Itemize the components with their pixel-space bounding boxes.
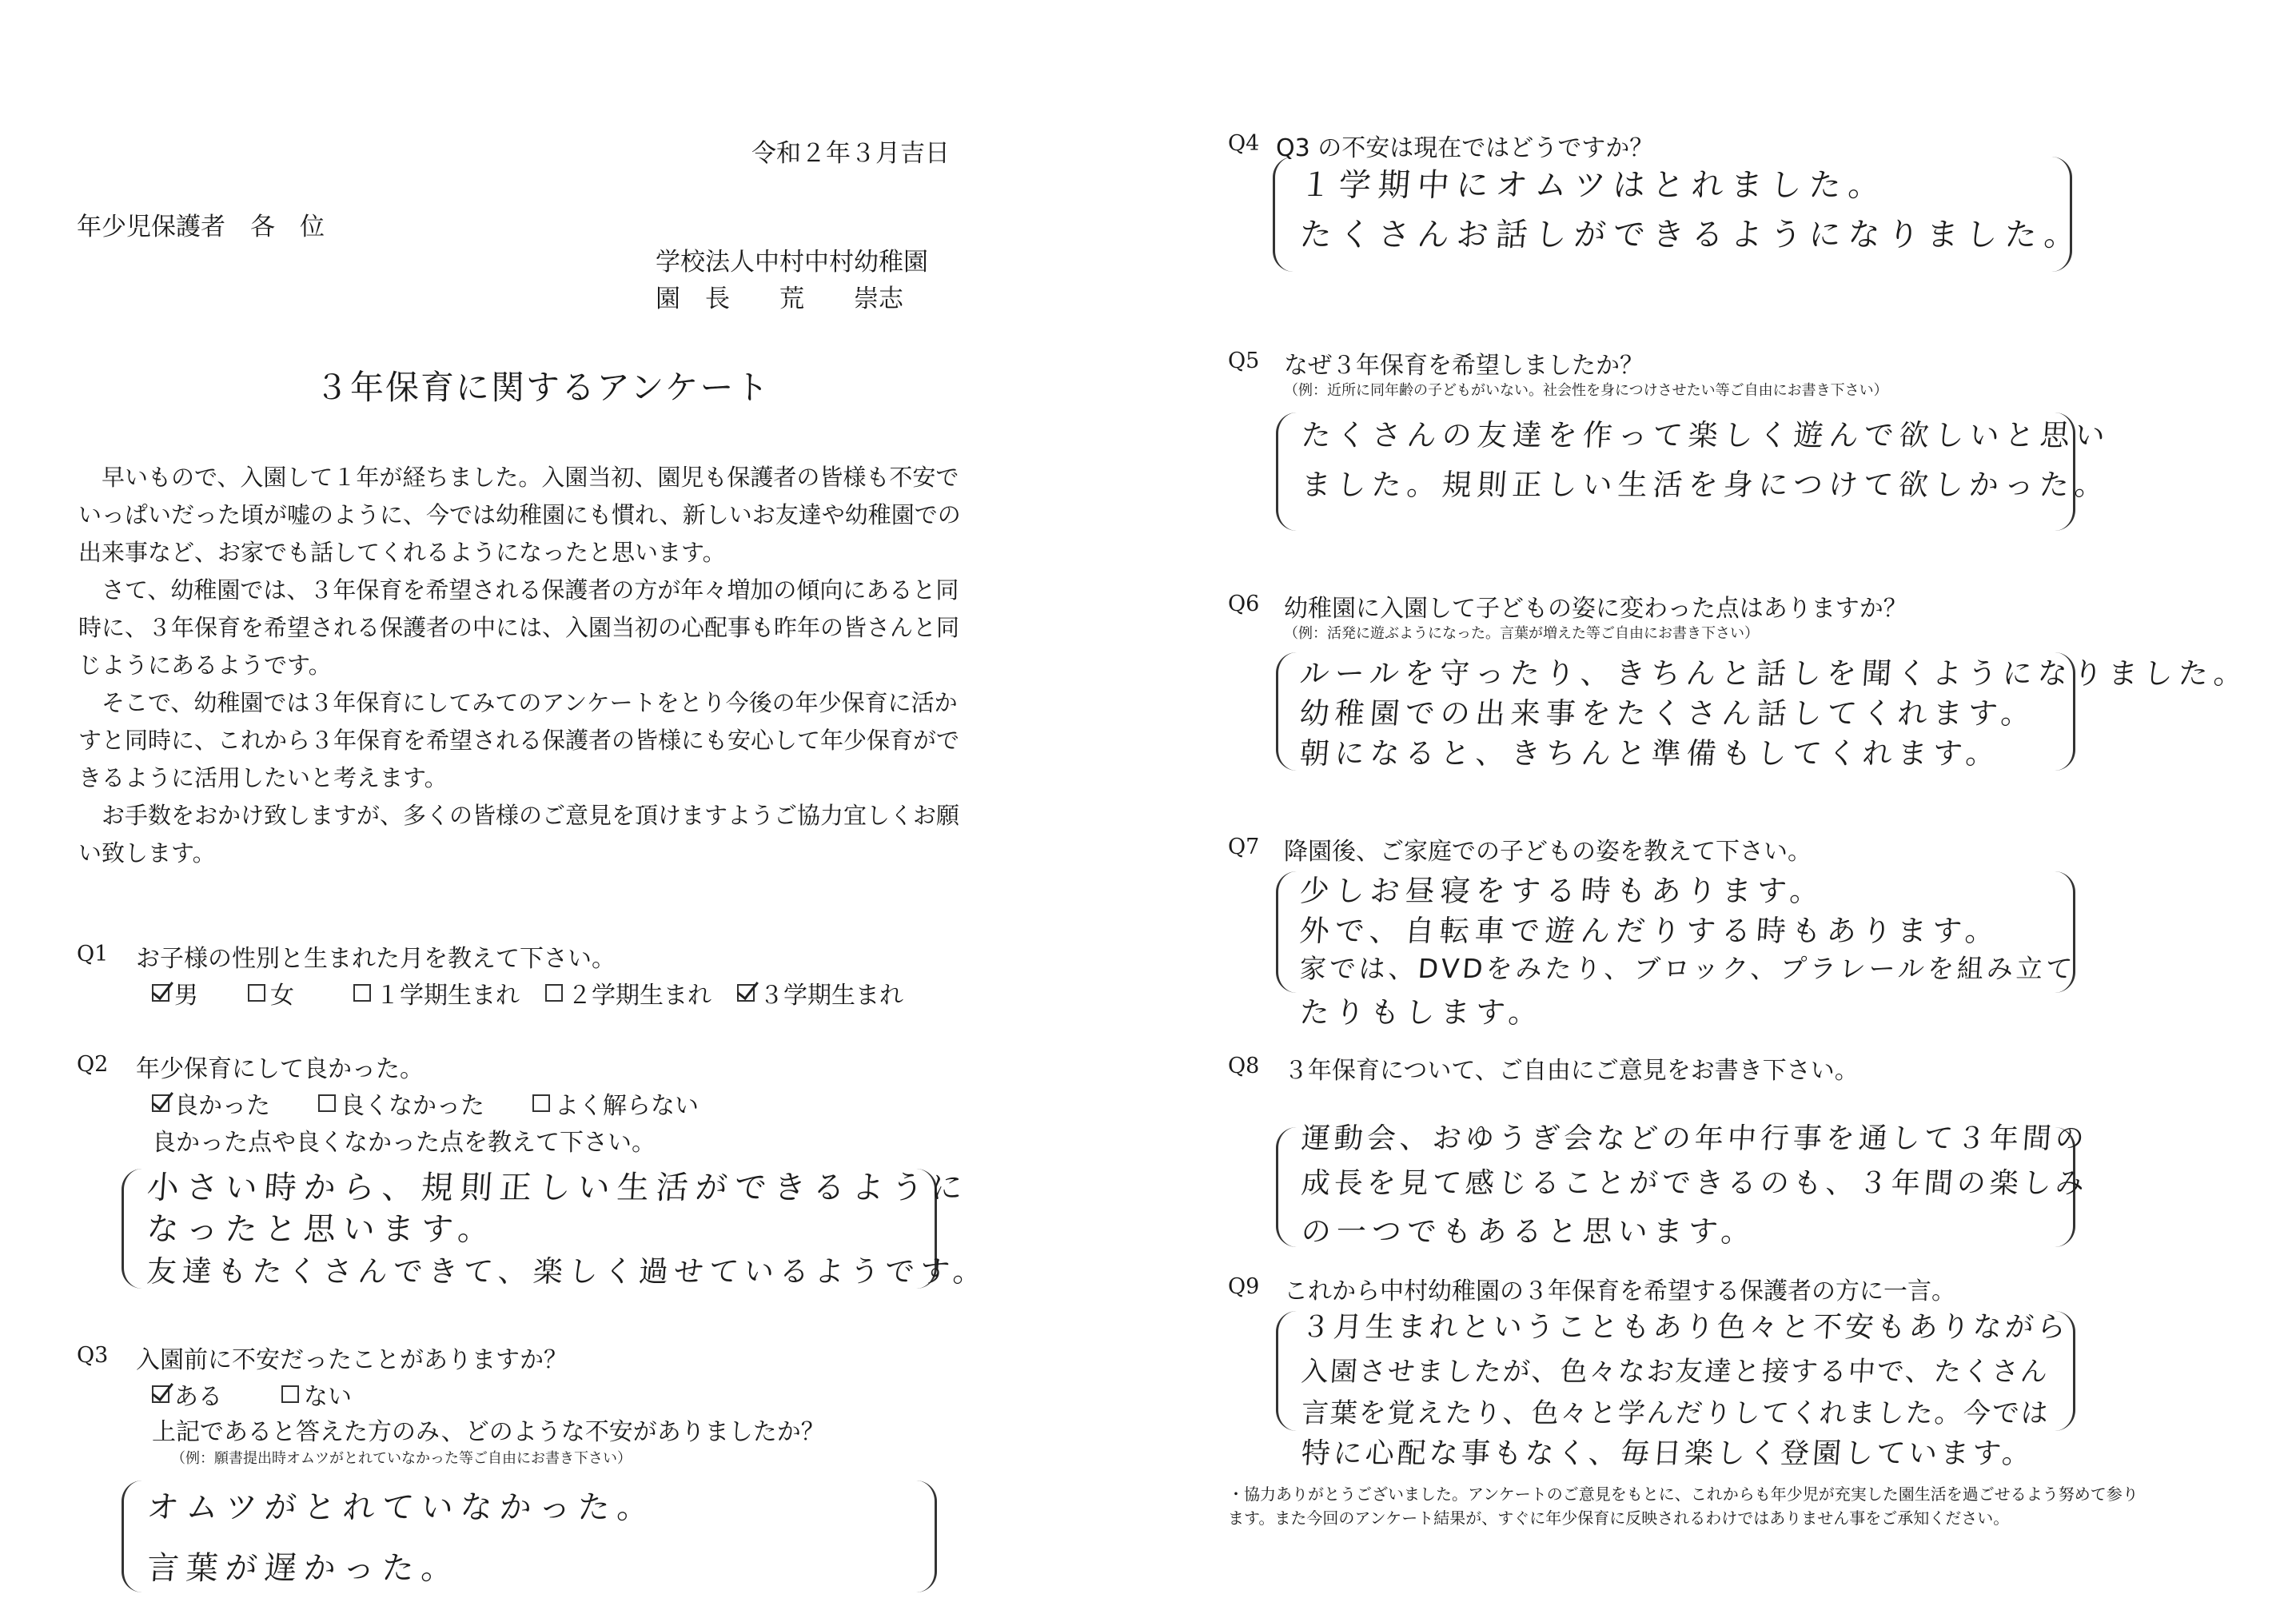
checkbox-icon[interactable]: [152, 984, 169, 1002]
q7-answer-line: 外で、自転車で遊んだりする時もあります。: [1298, 914, 2002, 948]
q2-option-unsure[interactable]: よく解らない: [532, 1086, 699, 1121]
q7-answer-line: たりもします。: [1298, 995, 1545, 1030]
q6-answer-line: 朝になると、きちんと準備もしてくれます。: [1298, 736, 2003, 771]
q3-options: [152, 1377, 384, 1412]
checkbox-icon[interactable]: [281, 1385, 299, 1403]
q9-number: Q9: [1228, 1274, 1260, 1299]
q7-answer-line: 少しお昼寝をする時もあります。: [1298, 874, 1827, 908]
intro-paragraph: さて、幼稚園では、３年保育を希望される保護者の方が年々増加の傾向にあると同時に、３年保育を希望される保護者の中には、入園当初の心配事も昨年の皆さんと同じようにあるようです。: [78, 576, 960, 679]
q5-answer-line: ました。規則正しい生活を身につけて欲しかった。: [1300, 468, 2111, 502]
q4-question: Q3 の不安は現在ではどうですか？: [1276, 134, 1654, 162]
q1-options: [152, 975, 935, 1010]
q3-option-no[interactable]: ない: [281, 1377, 352, 1412]
issue-date: 令和２年３月吉日: [751, 139, 950, 168]
q9-answer-line: 特に心配な事もなく、毎日楽しく登園しています。: [1300, 1437, 2035, 1470]
q2-options: [152, 1086, 731, 1121]
checkbox-icon[interactable]: [353, 984, 371, 1002]
q9-answer-line: 入園させましたが、色々なお友達と接する中で、たくさん: [1300, 1356, 2051, 1388]
q8-number: Q8: [1228, 1054, 1260, 1078]
q2-question: 年少保育にして良かった。: [136, 1055, 424, 1083]
intro-paragraph: お手数をおかけ致しますが、多くの皆様のご意見を頂けますようご協力宜しくお願い致します。: [78, 802, 960, 867]
checkbox-icon[interactable]: [152, 1094, 169, 1112]
q9-question: これから中村幼稚園の３年保育を希望する保護者の方に一言。: [1284, 1277, 1955, 1305]
checkbox-icon[interactable]: [545, 984, 563, 1002]
q7-question: 降園後、ご家庭での子どもの姿を教えて下さい。: [1284, 838, 1812, 866]
q8-question: ３年保育について、ご自由にご意見をお書き下さい。: [1284, 1057, 1859, 1085]
q2-option-good[interactable]: 良かった: [152, 1086, 270, 1121]
q4-answer-line: たくさんお話しができるようになりました。: [1298, 217, 2085, 253]
q6-question: 幼稚園に入園して子どもの姿に変わった点はありますか？: [1284, 595, 1907, 623]
q3-number: Q3: [77, 1343, 109, 1368]
q9-answer-line: ３月生まれということもあり色々と不安もありながら: [1300, 1311, 2071, 1344]
intro-paragraph: 早いもので、入園して１年が経ちました。入園当初、園児も保護者の皆様も不安でいっぱいだった頃が嘘のように、今では幼稚園にも慣れ、新しいお友達や幼稚園での出来事など、お家でも話してくれるようになったと思います。: [78, 464, 961, 566]
q4-number: Q4: [1228, 131, 1260, 156]
q8-answer-line: の一つでもあると思います。: [1300, 1214, 1758, 1249]
checkbox-icon[interactable]: [532, 1094, 550, 1112]
q3-answer-line: 言葉が遅かった。: [145, 1550, 462, 1587]
q1-option-female[interactable]: 女: [248, 975, 294, 1010]
q6-answer-line: ルールを守ったり、きちんと話しを聞くようになりました。: [1298, 656, 2250, 691]
q1-option-term3[interactable]: ３学期生まれ: [737, 975, 903, 1010]
q5-number: Q5: [1228, 349, 1260, 373]
principal: 園 長 荒 崇志: [656, 285, 903, 313]
q3-option-yes[interactable]: ある: [152, 1377, 222, 1412]
q4-answer-line: １学期中にオムツはとれました。: [1298, 167, 1889, 204]
checkbox-icon[interactable]: [318, 1094, 336, 1112]
q6-number: Q6: [1228, 592, 1260, 616]
q1-number: Q1: [77, 942, 109, 966]
q7-answer-line: 家では、DVDをみたり、ブロック、プラレールを組み立て: [1298, 953, 2077, 984]
q8-answer-line: 成長を見て感じることができるのも、３年間の楽しみ: [1300, 1167, 2090, 1200]
q1-option-term1[interactable]: １学期生まれ: [353, 975, 520, 1010]
q8-answer-line: 運動会、おゆうぎ会などの年中行事を通して３年間の: [1300, 1122, 2090, 1155]
q2-answer-line: なったと思います。: [145, 1211, 499, 1248]
q1-question: お子様の性別と生まれた月を教えて下さい。: [136, 945, 616, 973]
checkbox-icon[interactable]: [737, 984, 755, 1002]
q3-hint: （例：願書提出時オムツがとれていなかった等ご自由にお書き下さい）: [171, 1450, 632, 1467]
checkbox-icon[interactable]: [248, 984, 265, 1002]
q6-answer-line: 幼稚園での出来事をたくさん話してくれます。: [1298, 696, 2038, 731]
q2-number: Q2: [77, 1052, 109, 1077]
right-page: [1148, 0, 2296, 1618]
q3-answer-line: オムツがとれていなかった。: [145, 1489, 658, 1526]
document-title: ３年保育に関するアンケート: [315, 368, 771, 407]
footnote: ・協力ありがとうございました。アンケートのご意見をもとに、これからも年少児が充実した園生活を過ごせるよう努めて参ります。また今回のアンケート結果が、すぐに年少保育に反映されるわけではありません事をご承知ください。: [1228, 1484, 2139, 1528]
intro-text: [78, 459, 966, 872]
q6-hint: （例：活発に遊ぶようになった。言葉が増えた等ご自由にお書き下さい）: [1284, 625, 1759, 642]
q3-question: 入園前に不安だったことがありますか？: [136, 1346, 568, 1374]
q1-option-male[interactable]: 男: [152, 975, 198, 1010]
q2-option-not-good[interactable]: 良くなかった: [318, 1086, 484, 1121]
q9-answer-line: 言葉を覚えたり、色々と学んだりしてくれました。今では: [1300, 1397, 2051, 1429]
q3-subquestion: 上記であると答えた方のみ、どのような不安がありましたか？: [152, 1418, 825, 1446]
q2-subquestion: 良かった点や良くなかった点を教えて下さい。: [152, 1129, 656, 1157]
q2-answer-line: 小さい時から、規則正しい生活ができるように: [145, 1170, 971, 1206]
q5-answer-line: たくさんの友達を作って楽しく遊んで欲しいと思い: [1300, 418, 2112, 452]
intro-paragraph: そこで、幼稚園では３年保育にしてみてのアンケートをとり今後の年少保育に活かすと同時に、これから３年保育を希望される保護者の皆様にも安心して年少保育ができるように活用したいと考えます。: [78, 689, 960, 791]
q5-hint: （例：近所に同年齢の子どもがいない。社会性を身につけさせたい等ご自由にお書き下さい）: [1284, 382, 1888, 399]
q5-question: なぜ３年保育を希望しましたか？: [1284, 352, 1644, 380]
recipient: 年少児保護者 各 位: [77, 213, 325, 241]
checkbox-icon[interactable]: [152, 1385, 169, 1403]
organization: 学校法人中村中村幼稚園: [656, 248, 928, 277]
q7-number: Q7: [1228, 835, 1260, 859]
q2-answer-line: 友達もたくさんできて、楽しく過せているようです。: [145, 1254, 990, 1289]
q1-option-term2[interactable]: ２学期生まれ: [545, 975, 712, 1010]
